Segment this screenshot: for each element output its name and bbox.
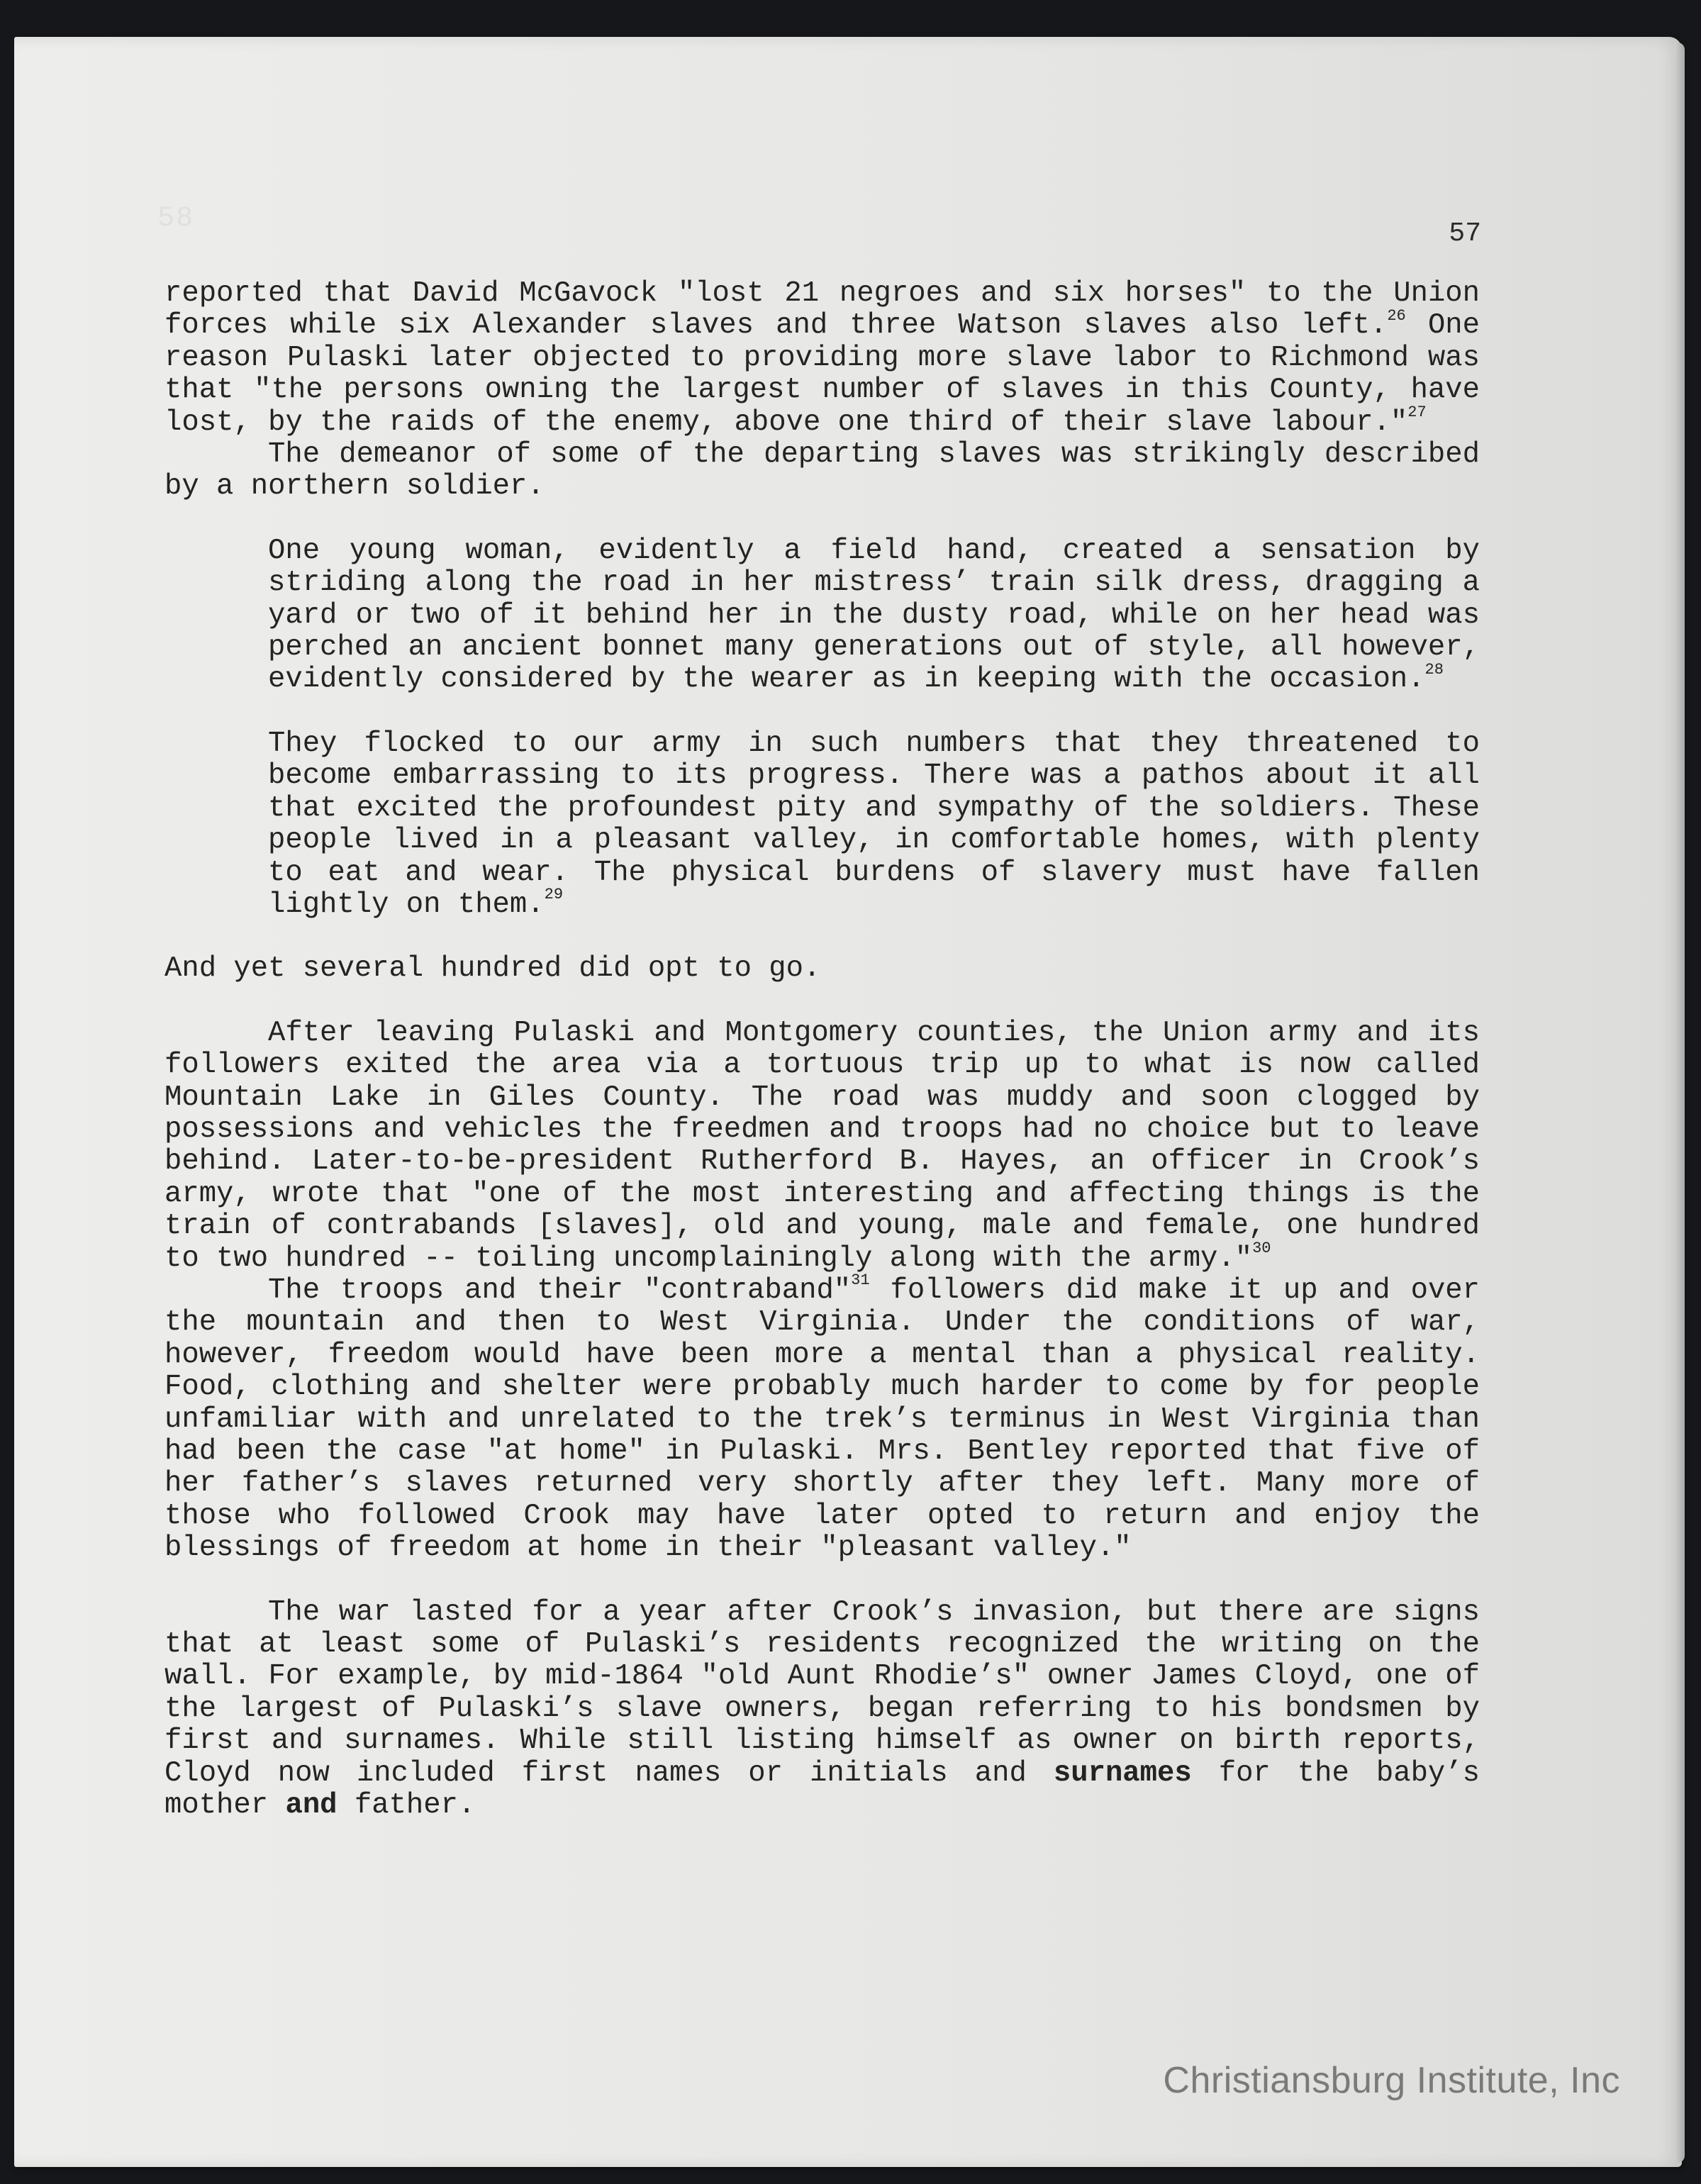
page-number: 57	[1449, 218, 1481, 249]
paragraph-text: followers did make it up and over the mountain and then to West Virginia. Under the conditions of war, however, freedom would have been more a mental than a physical reality. Food, clothing and shelter were probably much harder to come by for people unfamiliar with and unrelated to the trek’s terminus in West Virginia than had been the case "at home" in Pulaski. Mrs. Bentley reported that five of her father’s slaves returned very shortly after they left. Many more of those who followed Crook may have later opted to return and enjoy the blessings of freedom at home in their "pleasant valley."	[164, 1274, 1480, 1565]
paragraph-opt-to-go	[164, 953, 1480, 985]
footnote-ref: 26	[1387, 306, 1406, 325]
paragraph-text: One reason Pulaski later objected to providing more slave labor to Richmond was that "the persons owning the largest number of slaves in this County, have lost, by the raids of the enemy, above one third of their slave labour."	[164, 309, 1480, 439]
paragraph-text: reported that David McGavock "lost 21 negroes and six horses" to the Union forces while six Alexander slaves and three Watson slaves also left.	[164, 277, 1480, 342]
footnote-ref: 31	[851, 1271, 870, 1290]
paragraph-demeanor	[164, 439, 1480, 503]
footnote-ref: 29	[544, 886, 564, 904]
paragraph-raids	[164, 278, 1480, 439]
quote-text: One young woman, evidently a field hand, created a sensation by striding along the road in her mistress’ train silk dress, dragging a yard or two of it behind her in the dusty road, while on her head was perched an ancient bonnet many generations out of style, all however, evidently considered by the wearer as in keeping with the occasion.	[268, 534, 1480, 696]
page-edge	[1675, 43, 1685, 2163]
paragraph-text: And yet several hundred did opt to go.	[164, 952, 821, 986]
footnote-ref: 28	[1424, 660, 1444, 679]
body-text	[164, 278, 1480, 1822]
paragraph-text: for the baby’s mother	[164, 1756, 1480, 1822]
block-quote-flocked	[268, 728, 1480, 921]
paragraph-war-lasted	[164, 1597, 1480, 1822]
quote-text: They flocked to our army in such numbers that they threatened to become embarrassing to its progress. There was a pathos about it all that excited the profoundest pity and sympathy of the soldiers. These people lived in a pleasant valley, in comfortable homes, with plenty to eat and wear. The physical burdens of slavery must have fallen lightly on them.	[268, 727, 1480, 921]
paragraph-crook-army	[164, 1018, 1480, 1275]
emphasis-surnames: surnames	[1053, 1756, 1192, 1790]
block-quote-young-woman	[268, 535, 1480, 696]
emphasis-and: and	[285, 1789, 338, 1822]
footnote-ref: 30	[1252, 1239, 1271, 1258]
paragraph-text: The demeanor of some of the departing slaves was strikingly described by a northern soldier.	[164, 438, 1480, 503]
bleed-through-page-number: 58	[157, 203, 195, 235]
watermark: Christiansburg Institute, Inc	[1163, 2060, 1620, 2101]
paragraph-text: The war lasted for a year after Crook’s invasion, but there are signs that at least some of Pulaski’s residents recognized the writing on the wall. For example, by mid-1864 "old Aunt Rhodie’s" owner James Cloyd, one of the largest of Pulaski’s slave owners, began referring to his bondsmen by first and surnames. While still listing himself as owner on birth reports, Cloyd now included first names or initials and	[164, 1595, 1480, 1790]
footnote-ref: 27	[1407, 403, 1427, 422]
paragraph-text: After leaving Pulaski and Montgomery counties, the Union army and its followers exited the area via a tortuous trip up to what is now called Mountain Lake in Giles County. The road was muddy and soon clogged by possessions and vehicles the freedmen and troops had no choice but to leave behind. Later-to-be-president Rutherford B. Hayes, an officer in Crook’s army, wrote that "one of the most interesting and affecting things is the train of contrabands [slaves], old and young, male and female, one hundred to two hundred -- toiling uncomplainingly along with the army."	[164, 1016, 1480, 1275]
paragraph-text: father.	[337, 1789, 476, 1822]
paragraph-troops	[164, 1271, 1480, 1565]
paragraph-text: The troops and their "contraband"	[268, 1274, 852, 1307]
